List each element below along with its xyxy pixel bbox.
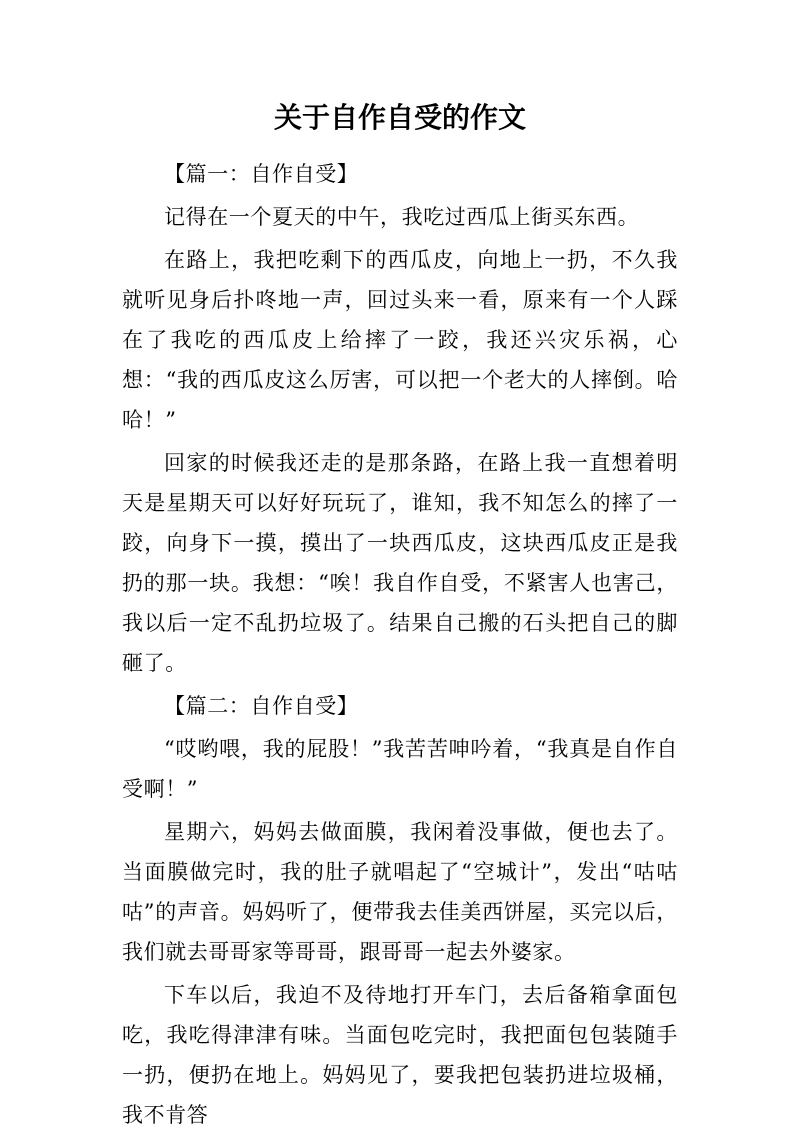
paragraph: 回家的时候我还走的是那条路，在路上我一直想着明天是星期天可以好好玩玩了，谁知，我不知怎么的摔了一跤，向身下一摸，摸出了一块西瓜皮，这块西瓜皮正是我扔的那一块。我想：“唉！我自作自受，不紧害人也害己，我以后一定不乱扔垃圾了。结果自己搬的石头把自己的脚砸了。 [122, 451, 678, 675]
section-heading-2: 【篇二：自作自受】 [164, 694, 359, 718]
paragraph: 下车以后，我迫不及待地打开车门，去后备箱拿面包吃，我吃得津津有味。当面包吃完时，我把面包包装随手一扔，便扔在地上。妈妈见了，要我把包装扔进垃圾桶，我不肯答 [122, 983, 678, 1127]
paragraph: “哎哟喂，我的屁股！”我苦苦呻吟着，“我真是自作自受啊！” [122, 737, 678, 801]
section-heading-1: 【篇一：自作自受】 [164, 162, 359, 186]
paragraph: 在路上，我把吃剩下的西瓜皮，向地上一扔，不久我就听见身后扑咚地一声，回过头来一看，原来有一个人踩在了我吃的西瓜皮上给摔了一跤，我还兴灾乐祸，心想：“我的西瓜皮这么厉害，可以把一个老大的人摔倒。哈哈！” [122, 248, 678, 432]
paragraph: 记得在一个夏天的中午，我吃过西瓜上街买东西。 [164, 205, 640, 229]
document-title: 关于自作自受的作文 [273, 101, 526, 134]
document-body [122, 154, 678, 1138]
paragraph: 星期六，妈妈去做面膜，我闲着没事做，便也去了。当面膜做完时，我的肚子就唱起了“空城计”，发出“咕咕咕”的声音。妈妈听了，便带我去佳美西饼屋，买完以后，我们就去哥哥家等哥哥，跟哥哥一起去外婆家。 [122, 820, 678, 964]
